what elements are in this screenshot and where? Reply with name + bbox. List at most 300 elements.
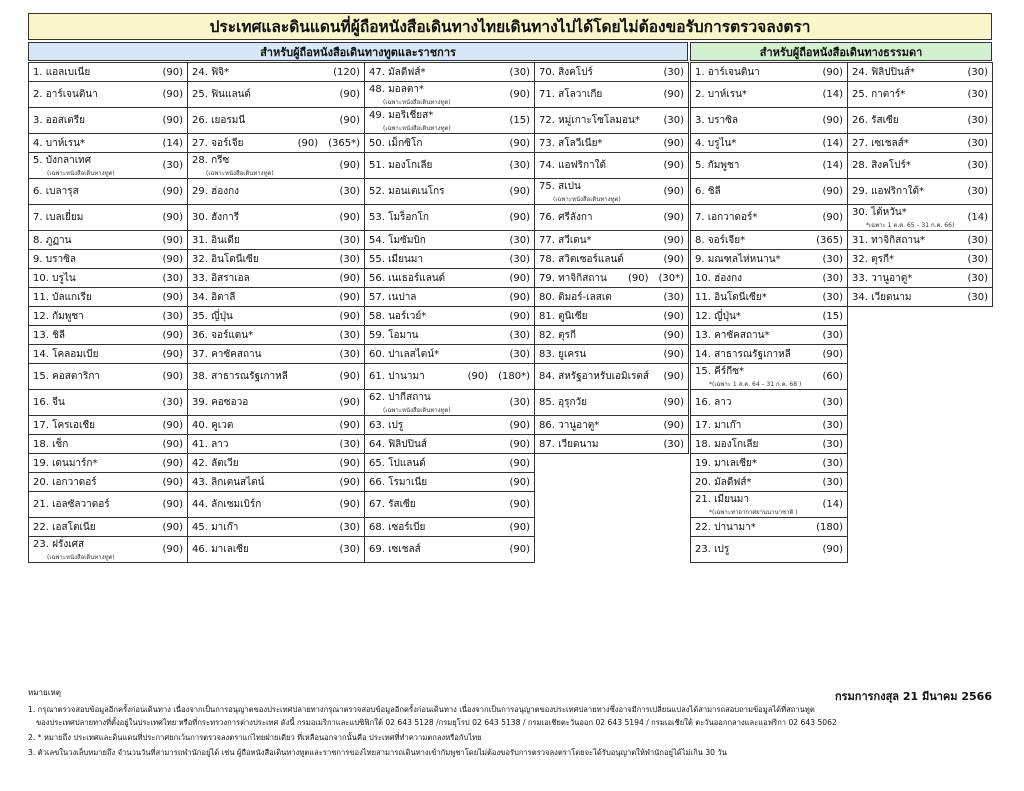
country-entry (369, 158, 530, 173)
country-cell (848, 63, 993, 82)
country-entry (852, 233, 988, 248)
stay-days-value: (30) (339, 521, 360, 533)
country-name: โครเอเชีย (52, 419, 96, 431)
empty-cell (848, 364, 993, 390)
country-entry (192, 271, 360, 286)
stay-days (967, 273, 988, 284)
country-number: 58. (369, 310, 385, 322)
stay-days (339, 330, 360, 341)
country-cell (365, 492, 535, 518)
country-line (192, 369, 288, 384)
country-entry (369, 290, 530, 305)
country-entry (33, 537, 183, 562)
stay-days-value: (90) (339, 212, 360, 223)
stay-days-value: (90) (339, 371, 360, 382)
country-entry (192, 497, 360, 512)
stay-days-value: (90) (162, 186, 183, 197)
country-number: 11. (33, 291, 49, 303)
country-name-wrap (192, 497, 261, 512)
country-number: 9. (33, 253, 43, 265)
country-name-wrap (539, 395, 587, 410)
stay-days-value: (60) (822, 371, 843, 382)
country-line (539, 309, 588, 324)
stay-days (162, 186, 183, 197)
country-number: 37. (192, 348, 208, 360)
country-line (192, 418, 233, 433)
country-cell (29, 537, 188, 563)
stay-days (509, 160, 530, 171)
country-name: รัสเซีย (388, 499, 416, 510)
stay-days-value: (90) (339, 291, 360, 303)
stay-days (663, 89, 684, 100)
stay-days-value: (15) (822, 310, 843, 322)
country-name: มาเก๊า (211, 521, 239, 533)
country-number: 45. (192, 521, 208, 533)
country-name: วานูอาตู* (558, 419, 600, 431)
country-line (33, 233, 72, 248)
stay-days (822, 115, 843, 126)
country-cell (691, 269, 848, 288)
country-number: 49. (369, 110, 385, 121)
table-row (691, 473, 993, 492)
country-name-wrap (192, 252, 259, 267)
country-number: 17. (695, 419, 711, 431)
stay-days-value-alt: (30*) (658, 272, 684, 284)
country-line (369, 271, 445, 286)
country-line (369, 309, 426, 324)
empty-cell (848, 435, 993, 454)
country-number: 61. (369, 371, 385, 382)
stay-days (509, 458, 530, 469)
country-cell (188, 231, 365, 250)
country-line (33, 210, 83, 225)
table-row (29, 518, 689, 537)
country-name: เยอรมนี (211, 115, 246, 126)
country-name-wrap (695, 542, 729, 557)
country-name-wrap (695, 113, 738, 128)
country-name: จีน (52, 397, 65, 408)
country-number: 77. (539, 234, 555, 246)
stay-days-value: (30) (822, 457, 843, 469)
stay-days-value: (90) (162, 457, 183, 469)
country-entry (539, 271, 684, 286)
country-line (33, 475, 97, 490)
country-number: 3. (33, 115, 43, 126)
table-row (691, 269, 993, 288)
country-cell (848, 153, 993, 179)
country-name: อิสราเอล (211, 272, 250, 284)
stay-days-value: (90) (509, 499, 530, 510)
country-number: 11. (695, 291, 711, 303)
country-name-wrap (539, 210, 593, 225)
table-row (29, 231, 689, 250)
country-entry (33, 184, 183, 199)
country-number: 56. (369, 272, 385, 284)
country-entry (192, 456, 360, 471)
empty-cell (535, 473, 689, 492)
country-entry (695, 347, 843, 362)
country-entry (539, 179, 684, 204)
stay-days-value: (30) (509, 253, 530, 265)
country-cell (365, 269, 535, 288)
country-line (33, 395, 65, 410)
country-cell (365, 205, 535, 231)
remark-3: 3. ตัวเลขในวงเล็บหมายถึง จำนวนวันที่สามารถพำนักอยู่ได้ เช่น ผู้ถือหนังสือเดินทางทูตและราชการของไทยสามารถเดินทางเข้ากัมพูชาโดยไม่ต้องขอรับการตรวจลงตราโดยจะได้รับอนุญาตให้พำนักอยู่ได้ไม่เกิน 30 วัน (28, 748, 727, 757)
country-name: เปรู (714, 544, 730, 555)
country-name-wrap (539, 252, 624, 267)
country-number: 27. (192, 137, 208, 149)
country-name-wrap (369, 456, 426, 471)
stay-days-value: (90) (663, 419, 684, 431)
country-number: 71. (539, 89, 555, 100)
stay-days (822, 349, 843, 360)
country-number: 31. (852, 234, 868, 246)
country-number: 20. (33, 476, 49, 488)
country-number: 41. (192, 438, 208, 450)
country-line (369, 456, 426, 471)
empty-cell (848, 518, 993, 537)
stay-days (339, 349, 360, 360)
diplomatic-table (28, 62, 689, 563)
country-number: 16. (33, 397, 49, 408)
country-cell (365, 288, 535, 307)
country-cell (848, 288, 993, 307)
country-number: 8. (695, 234, 705, 246)
stay-days-value: (30) (339, 544, 360, 555)
stay-days-value: (90) (162, 499, 183, 510)
country-name-wrap (369, 82, 451, 107)
country-name: คาซัคสถาน* (714, 329, 770, 341)
country-cell (691, 288, 848, 307)
stay-days-value: (90) (663, 212, 684, 223)
stay-days (162, 349, 183, 360)
stay-days (162, 292, 183, 303)
country-line (695, 520, 756, 535)
country-entry (852, 184, 988, 199)
country-name: คีร์กีซ* (714, 366, 744, 377)
country-cell (691, 416, 848, 435)
country-name: มาเก๊า (714, 419, 742, 431)
country-entry (539, 309, 684, 324)
country-line (369, 328, 419, 343)
stay-days-value: (30) (339, 234, 360, 246)
country-line (695, 492, 798, 507)
country-line (33, 271, 76, 286)
stay-days-value: (30) (822, 397, 843, 408)
country-note: *(เฉพาะ 1 ส.ค. 64 – 31 ก.ค. 68 ) (709, 381, 802, 388)
country-line (539, 271, 607, 286)
stay-days (162, 544, 183, 555)
country-number: 6. (33, 186, 43, 197)
stay-days (822, 397, 843, 408)
country-entry (192, 395, 360, 410)
country-name-wrap (369, 520, 425, 535)
country-name-wrap (33, 233, 72, 248)
country-cell (535, 345, 689, 364)
country-cell (29, 492, 188, 518)
stay-days (333, 67, 360, 78)
country-line (192, 497, 261, 512)
stay-days-value: (90) (663, 310, 684, 322)
country-entry (369, 271, 530, 286)
country-name-wrap (369, 184, 445, 199)
country-cell (365, 250, 535, 269)
country-name-wrap (33, 418, 95, 433)
country-entry (695, 520, 843, 535)
country-line (192, 271, 250, 286)
country-name: โปแลนด์ (388, 457, 426, 469)
country-name: ทาจิกิสถาน (558, 272, 607, 284)
country-number: 20. (695, 476, 711, 488)
country-number: 47. (369, 66, 385, 78)
country-line (192, 210, 239, 225)
country-name-wrap (852, 205, 954, 230)
country-name-wrap (33, 113, 85, 128)
country-entry (695, 158, 843, 173)
country-name: เซอร์เบีย (388, 521, 426, 533)
country-number: 16. (695, 397, 711, 408)
country-line (192, 136, 243, 151)
country-name: ตุรกี (558, 329, 577, 341)
country-entry (695, 456, 843, 471)
country-cell (29, 326, 188, 345)
country-cell (535, 231, 689, 250)
country-name-wrap (33, 328, 65, 343)
country-name-wrap (33, 65, 90, 80)
country-entry (695, 492, 843, 517)
country-cell (29, 307, 188, 326)
stay-days-value: (90) (339, 476, 360, 488)
stay-days (162, 420, 183, 431)
country-number: 14. (695, 348, 711, 360)
country-line (852, 158, 911, 173)
stay-days-value: (90) (663, 348, 684, 360)
table-row (691, 82, 993, 108)
stay-days (663, 235, 684, 246)
country-number: 4. (695, 137, 705, 149)
stay-days-value: (90) (822, 186, 843, 197)
stay-days-value: (90) (509, 438, 530, 450)
stay-days-value: (30) (509, 160, 530, 171)
country-number: 40. (192, 419, 208, 431)
country-name: เมียนมา (714, 494, 750, 505)
remark-1b: ของประเทศปลายทางที่ตั้งอยู่ในประเทศไทย หรือที่กระทรวงการต่างประเทศ ดังนี้ กรมอเมริกาและแปซิฟิกใต้ 02 643 5128 /กรมยุโรป 02 643 5138 / กรมเอเชียตะวันออก 02 643 5194 / กรมเอเชียใต้ ตะวันออกกลางและแอฟริกา 02 643 5062 (36, 718, 837, 727)
country-name: วานูอาตู* (871, 272, 913, 284)
issuer-date: กรมการกงสุล 21 มีนาคม 2566 (834, 690, 992, 703)
country-line (192, 328, 253, 343)
country-name-wrap (33, 456, 97, 471)
stay-days-value: (90) (663, 137, 684, 149)
country-name-wrap (33, 184, 79, 199)
country-entry (695, 290, 843, 305)
country-line (695, 87, 747, 102)
stay-days (663, 292, 684, 303)
country-name-wrap (539, 136, 602, 151)
stay-days (339, 544, 360, 555)
country-name-wrap (369, 437, 427, 452)
stay-days-value: (90) (663, 397, 684, 408)
country-name-wrap (852, 136, 909, 151)
country-name: เนปาล (388, 291, 417, 303)
country-entry (695, 184, 843, 199)
country-entry (33, 328, 183, 343)
country-entry (33, 252, 183, 267)
country-name-wrap (539, 233, 592, 248)
country-entry (369, 456, 530, 471)
country-cell (188, 82, 365, 108)
country-cell (365, 416, 535, 435)
stay-days-value: (14) (162, 137, 183, 149)
stay-days-value: (30) (967, 66, 988, 78)
country-name-wrap (695, 456, 757, 471)
stay-days-value: (90) (162, 212, 183, 223)
country-cell (848, 269, 993, 288)
country-name-wrap (33, 369, 100, 384)
country-cell (535, 134, 689, 153)
country-entry (192, 328, 360, 343)
stay-days-value: (365) (816, 234, 843, 246)
country-name-wrap (369, 309, 426, 324)
country-name-wrap (539, 271, 607, 286)
country-name-wrap (33, 153, 115, 178)
country-cell (691, 205, 848, 231)
country-cell (535, 288, 689, 307)
country-cell (188, 205, 365, 231)
stay-days-value: (90) (339, 397, 360, 408)
country-number: 7. (695, 212, 705, 223)
country-name-wrap (695, 328, 769, 343)
country-name-wrap (33, 347, 99, 362)
stay-days (339, 160, 360, 171)
country-name: ลักเซมเบิร์ก (211, 499, 262, 510)
remark-2: 2. * หมายถึง ประเทศและดินแดนที่ประกาศยกเว้นการตรวจลงตราแก่ไทยฝ่ายเดียว ที่เหลือนอกจากนั้นคือ ประเทศที่ทำความตกลงหรือกับไทย (28, 733, 482, 742)
country-cell (365, 134, 535, 153)
country-cell (29, 108, 188, 134)
stay-days-value: (90) (822, 348, 843, 360)
stay-days (822, 89, 843, 100)
country-number: 43. (192, 476, 208, 488)
country-name: บราซิล (45, 253, 76, 265)
country-number: 82. (539, 329, 555, 341)
country-name: ตุรกี* (871, 253, 895, 265)
stay-days (339, 311, 360, 322)
country-entry (852, 113, 988, 128)
country-cell (29, 390, 188, 416)
country-entry (852, 136, 988, 151)
stay-days (509, 499, 530, 510)
stay-days-value: (30) (967, 291, 988, 303)
table-row (29, 326, 689, 345)
country-number: 3. (695, 115, 705, 126)
country-name-wrap (695, 184, 721, 199)
country-cell (188, 269, 365, 288)
country-line (33, 252, 76, 267)
country-name-wrap (192, 290, 235, 305)
stay-days (663, 397, 684, 408)
stay-days-value: (30) (162, 310, 183, 322)
stay-days-value: (90) (822, 544, 843, 555)
stay-days (339, 371, 360, 382)
country-name-wrap (695, 271, 742, 286)
remarks-title: หมายเหตุ (28, 688, 61, 697)
country-cell (535, 390, 689, 416)
country-number: 13. (33, 329, 49, 341)
country-entry (369, 390, 530, 415)
stay-days-value: (90) (162, 438, 183, 450)
stay-days (339, 89, 360, 100)
stay-days (509, 138, 530, 149)
country-name-wrap (539, 87, 602, 102)
ordinary-table (690, 62, 993, 563)
country-line (192, 252, 259, 267)
country-cell (188, 63, 365, 82)
empty-cell (848, 454, 993, 473)
country-name: เอกวาดอร์* (707, 212, 758, 223)
country-name-wrap (33, 437, 68, 452)
country-name: สเปน (558, 181, 581, 192)
country-line (369, 542, 421, 557)
country-cell (29, 345, 188, 364)
stay-days-value: (30) (663, 438, 684, 450)
country-line (695, 233, 745, 248)
country-line (33, 136, 85, 151)
country-cell (29, 153, 188, 179)
stay-days-value: (30) (663, 291, 684, 303)
country-cell (535, 179, 689, 205)
stay-days (663, 371, 684, 382)
country-name: สิงคโปร์* (871, 160, 911, 171)
stay-days-value: (30) (967, 137, 988, 149)
country-entry (539, 437, 684, 452)
country-number: 30. (192, 212, 208, 223)
stay-days-value: (90) (509, 544, 530, 555)
country-name: ลาว (211, 438, 229, 450)
stay-days (822, 330, 843, 341)
country-number: 33. (852, 272, 868, 284)
table-row (29, 345, 689, 364)
country-entry (539, 252, 684, 267)
stay-days (339, 115, 360, 126)
country-name-wrap (369, 418, 403, 433)
country-line (852, 136, 909, 151)
country-line (539, 328, 576, 343)
country-name: เดนมาร์ก* (52, 457, 98, 469)
country-line (33, 87, 98, 102)
stay-days-value: (30) (822, 253, 843, 265)
stay-days-value: (120) (333, 66, 360, 78)
stay-days-value: (90) (663, 186, 684, 197)
country-name-wrap (539, 437, 599, 452)
country-number: 39. (192, 397, 208, 408)
country-name-wrap (33, 520, 96, 535)
country-number: 12. (33, 310, 49, 322)
stay-days (509, 439, 530, 450)
country-line (852, 113, 899, 128)
stay-days (663, 138, 684, 149)
stay-days (822, 186, 843, 197)
stay-days-value: (30) (663, 115, 684, 126)
country-entry (33, 395, 183, 410)
stay-days-value: (30) (967, 272, 988, 284)
country-cell (29, 454, 188, 473)
country-entry (33, 136, 183, 151)
country-name-wrap (192, 437, 228, 452)
country-number: 1. (695, 66, 705, 78)
country-name: อินเดีย (211, 234, 240, 246)
stay-days (663, 186, 684, 197)
country-cell (691, 231, 848, 250)
stay-days (967, 212, 988, 223)
